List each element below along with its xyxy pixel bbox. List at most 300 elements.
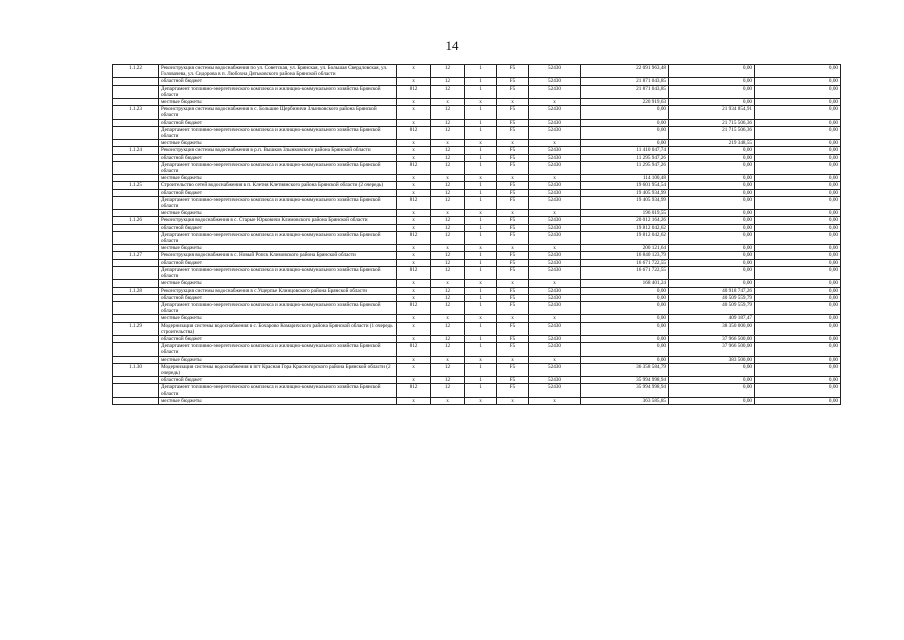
row-expense-code: 52430	[529, 252, 581, 259]
row-expense-code: x	[529, 356, 581, 363]
row-agency-code: x	[397, 280, 431, 287]
row-section-code: 12	[431, 161, 465, 174]
table-row	[113, 106, 841, 119]
row-program-code: F5	[497, 154, 529, 161]
row-subsection-code: x	[465, 99, 497, 106]
row-subsection-code: 1	[465, 335, 497, 342]
row-program-code: F5	[497, 189, 529, 196]
table-row	[113, 356, 841, 363]
row-subsection-code: 1	[465, 154, 497, 161]
row-amount-year-1: 19 405 934,99	[581, 196, 669, 209]
row-subsection-code: x	[465, 245, 497, 252]
row-name: областной бюджет	[159, 224, 397, 231]
row-expense-code: 52430	[529, 106, 581, 119]
table-row	[113, 377, 841, 384]
row-name: Реконструкция системы водоснабжения в с. Большие Щербиничи Злынковского района Брянской области	[159, 106, 397, 119]
row-expense-code: 52430	[529, 217, 581, 224]
row-amount-year-2: 0,00	[669, 189, 755, 196]
row-amount-year-3: 0,00	[755, 182, 841, 189]
row-amount-year-3: 0,00	[755, 377, 841, 384]
row-agency-code: x	[397, 259, 431, 266]
row-amount-year-3: 0,00	[755, 65, 841, 78]
row-section-code: 12	[431, 259, 465, 266]
row-amount-year-1: 36 358 584,79	[581, 363, 669, 376]
row-agency-code: 812	[397, 384, 431, 397]
row-amount-year-2: 0,00	[669, 85, 755, 98]
row-expense-code: 52430	[529, 147, 581, 154]
row-section-code: 12	[431, 65, 465, 78]
row-agency-code: 812	[397, 126, 431, 139]
row-section-code: 12	[431, 287, 465, 294]
row-amount-year-3: 0,00	[755, 161, 841, 174]
row-subsection-code: 1	[465, 119, 497, 126]
row-code	[113, 224, 159, 231]
row-agency-code: x	[397, 217, 431, 224]
row-agency-code: 812	[397, 231, 431, 244]
row-section-code: x	[431, 175, 465, 182]
row-name: областной бюджет	[159, 119, 397, 126]
row-amount-year-2: 0,00	[669, 280, 755, 287]
row-amount-year-3: 0,00	[755, 259, 841, 266]
row-expense-code: 52430	[529, 196, 581, 209]
row-expense-code: 52430	[529, 301, 581, 314]
row-subsection-code: 1	[465, 252, 497, 259]
row-agency-code: x	[397, 245, 431, 252]
row-code	[113, 119, 159, 126]
row-agency-code: 812	[397, 343, 431, 356]
row-name: Модернизация системы водоснабжения в с. Бочарово Комаричского района Брянской области (1 очередь строительства)	[159, 322, 397, 335]
row-amount-year-2: 0,00	[669, 196, 755, 209]
table-row	[113, 147, 841, 154]
row-subsection-code: 1	[465, 259, 497, 266]
budget-table-container	[112, 64, 840, 405]
table-row	[113, 65, 841, 78]
row-name: Департамент топливно-энергетического комплекса и жилищно-коммунального хозяйства Брянской области	[159, 231, 397, 244]
row-name: Реконструкция водоснабжения в с. Старые Юрковичи Климовского района Брянской области	[159, 217, 397, 224]
row-program-code: x	[497, 280, 529, 287]
table-row	[113, 259, 841, 266]
row-amount-year-3: 0,00	[755, 356, 841, 363]
row-amount-year-2: 0,00	[669, 217, 755, 224]
row-amount-year-1: 0,00	[581, 294, 669, 301]
row-agency-code: 812	[397, 196, 431, 209]
table-row	[113, 85, 841, 98]
row-amount-year-2: 409 187,47	[669, 315, 755, 322]
row-expense-code: 52430	[529, 259, 581, 266]
row-program-code: F5	[497, 85, 529, 98]
row-subsection-code: x	[465, 397, 497, 404]
row-subsection-code: 1	[465, 363, 497, 376]
row-agency-code: x	[397, 315, 431, 322]
row-name: Департамент топливно-энергетического комплекса и жилищно-коммунального хозяйства Брянской области	[159, 126, 397, 139]
table-row	[113, 231, 841, 244]
row-amount-year-3: 0,00	[755, 217, 841, 224]
row-section-code: 12	[431, 322, 465, 335]
row-code	[113, 126, 159, 139]
row-subsection-code: 1	[465, 224, 497, 231]
row-amount-year-2: 38 350 000,00	[669, 322, 755, 335]
row-subsection-code: 1	[465, 78, 497, 85]
row-expense-code: 52430	[529, 384, 581, 397]
row-program-code: F5	[497, 343, 529, 356]
table-row	[113, 154, 841, 161]
row-amount-year-2: 0,00	[669, 154, 755, 161]
row-section-code: 12	[431, 78, 465, 85]
row-amount-year-3: 0,00	[755, 363, 841, 376]
row-amount-year-3: 0,00	[755, 343, 841, 356]
row-code	[113, 266, 159, 279]
row-name: областной бюджет	[159, 154, 397, 161]
row-amount-year-2: 0,00	[669, 78, 755, 85]
row-agency-code: 812	[397, 85, 431, 98]
row-name: Департамент топливно-энергетического комплекса и жилищно-коммунального хозяйства Брянской области	[159, 266, 397, 279]
row-program-code: x	[497, 99, 529, 106]
row-expense-code: 52430	[529, 182, 581, 189]
row-agency-code: x	[397, 397, 431, 404]
table-row	[113, 161, 841, 174]
row-agency-code: x	[397, 294, 431, 301]
row-name: местные бюджеты	[159, 140, 397, 147]
row-amount-year-2: 40 509 559,79	[669, 294, 755, 301]
row-amount-year-1: 0,00	[581, 335, 669, 342]
row-program-code: F5	[497, 78, 529, 85]
row-subsection-code: 1	[465, 65, 497, 78]
row-amount-year-3: 0,00	[755, 140, 841, 147]
row-expense-code: 52430	[529, 85, 581, 98]
table-row	[113, 252, 841, 259]
row-subsection-code: 1	[465, 189, 497, 196]
row-amount-year-2: 0,00	[669, 384, 755, 397]
row-amount-year-1: 11 295 947,26	[581, 154, 669, 161]
row-name: Департамент топливно-энергетического комплекса и жилищно-коммунального хозяйства Брянской области	[159, 384, 397, 397]
row-code: 1.1.29	[113, 322, 159, 335]
row-amount-year-3: 0,00	[755, 106, 841, 119]
row-name: Модернизация системы водоснабжения в пгт Красная Гора Красногорского района Брянской области (2 очередь)	[159, 363, 397, 376]
row-code: 1.1.25	[113, 182, 159, 189]
row-name: областной бюджет	[159, 189, 397, 196]
row-expense-code: 52430	[529, 224, 581, 231]
row-amount-year-1: 16 671 722,55	[581, 266, 669, 279]
row-section-code: 12	[431, 217, 465, 224]
row-program-code: F5	[497, 252, 529, 259]
row-subsection-code: x	[465, 280, 497, 287]
row-expense-code: 52430	[529, 126, 581, 139]
row-amount-year-3: 0,00	[755, 335, 841, 342]
row-code	[113, 343, 159, 356]
row-name: местные бюджеты	[159, 315, 397, 322]
row-expense-code: 52430	[529, 266, 581, 279]
row-program-code: x	[497, 397, 529, 404]
row-expense-code: x	[529, 245, 581, 252]
row-section-code: 12	[431, 266, 465, 279]
row-program-code: F5	[497, 301, 529, 314]
row-name: Департамент топливно-энергетического комплекса и жилищно-коммунального хозяйства Брянской области	[159, 161, 397, 174]
row-amount-year-1: 0,00	[581, 343, 669, 356]
table-row	[113, 210, 841, 217]
row-code	[113, 175, 159, 182]
row-name: Департамент топливно-энергетического комплекса и жилищно-коммунального хозяйства Брянской области	[159, 85, 397, 98]
row-amount-year-1: 16 671 722,55	[581, 259, 669, 266]
row-program-code: F5	[497, 182, 529, 189]
row-agency-code: x	[397, 252, 431, 259]
row-program-code: F5	[497, 65, 529, 78]
row-agency-code: 812	[397, 301, 431, 314]
row-amount-year-3: 0,00	[755, 189, 841, 196]
row-amount-year-1: 22 091 963,48	[581, 65, 669, 78]
row-code	[113, 161, 159, 174]
row-amount-year-1: 21 871 043,85	[581, 85, 669, 98]
row-amount-year-1: 11 295 947,26	[581, 161, 669, 174]
row-amount-year-3: 0,00	[755, 85, 841, 98]
row-name: областной бюджет	[159, 259, 397, 266]
row-subsection-code: 1	[465, 377, 497, 384]
row-agency-code: 812	[397, 161, 431, 174]
row-code	[113, 231, 159, 244]
row-program-code: F5	[497, 119, 529, 126]
row-section-code: x	[431, 280, 465, 287]
row-section-code: 12	[431, 106, 465, 119]
row-agency-code: x	[397, 182, 431, 189]
row-name: Реконструкция системы водоснабжения в с.Ущерпье Клинцовского района Брянской области	[159, 287, 397, 294]
row-amount-year-2: 21 715 506,36	[669, 126, 755, 139]
row-amount-year-1: 16 840 123,79	[581, 252, 669, 259]
row-program-code: x	[497, 140, 529, 147]
row-subsection-code: 1	[465, 217, 497, 224]
row-amount-year-3: 0,00	[755, 210, 841, 217]
row-subsection-code: 1	[465, 301, 497, 314]
table-row	[113, 189, 841, 196]
row-section-code: 12	[431, 377, 465, 384]
row-amount-year-2: 0,00	[669, 65, 755, 78]
table-row	[113, 182, 841, 189]
row-agency-code: x	[397, 322, 431, 335]
table-row	[113, 126, 841, 139]
row-amount-year-2: 0,00	[669, 99, 755, 106]
row-subsection-code: x	[465, 210, 497, 217]
row-name: местные бюджеты	[159, 397, 397, 404]
row-agency-code: x	[397, 175, 431, 182]
row-amount-year-3: 0,00	[755, 294, 841, 301]
row-program-code: F5	[497, 126, 529, 139]
row-program-code: F5	[497, 384, 529, 397]
row-section-code: 12	[431, 252, 465, 259]
row-subsection-code: 1	[465, 126, 497, 139]
row-code	[113, 196, 159, 209]
row-expense-code: 52430	[529, 154, 581, 161]
row-expense-code: 52430	[529, 287, 581, 294]
row-amount-year-3: 0,00	[755, 252, 841, 259]
row-section-code: x	[431, 245, 465, 252]
row-program-code: F5	[497, 147, 529, 154]
row-code	[113, 78, 159, 85]
row-name: местные бюджеты	[159, 245, 397, 252]
row-amount-year-2: 0,00	[669, 147, 755, 154]
row-code	[113, 245, 159, 252]
row-expense-code: x	[529, 175, 581, 182]
row-amount-year-2: 383 500,00	[669, 356, 755, 363]
row-section-code: 12	[431, 154, 465, 161]
row-amount-year-3: 0,00	[755, 231, 841, 244]
row-agency-code: x	[397, 147, 431, 154]
row-code	[113, 335, 159, 342]
table-row	[113, 384, 841, 397]
table-row	[113, 280, 841, 287]
row-expense-code: 52430	[529, 161, 581, 174]
row-name: областной бюджет	[159, 78, 397, 85]
row-amount-year-3: 0,00	[755, 196, 841, 209]
table-row	[113, 217, 841, 224]
row-amount-year-1: 19 812 042,62	[581, 224, 669, 231]
row-amount-year-1: 0,00	[581, 106, 669, 119]
row-amount-year-2: 21 715 506,36	[669, 119, 755, 126]
row-amount-year-1: 220 919,63	[581, 99, 669, 106]
row-amount-year-1: 0,00	[581, 140, 669, 147]
row-amount-year-1: 0,00	[581, 126, 669, 139]
table-row	[113, 99, 841, 106]
row-name: Департамент топливно-энергетического комплекса и жилищно-коммунального хозяйства Брянской области	[159, 343, 397, 356]
row-amount-year-1: 19 812 042,62	[581, 231, 669, 244]
row-subsection-code: x	[465, 356, 497, 363]
row-agency-code: x	[397, 210, 431, 217]
row-program-code: F5	[497, 259, 529, 266]
row-amount-year-1: 0,00	[581, 356, 669, 363]
row-amount-year-2: 0,00	[669, 161, 755, 174]
row-agency-code: x	[397, 119, 431, 126]
row-program-code: x	[497, 175, 529, 182]
row-amount-year-3: 0,00	[755, 147, 841, 154]
row-code	[113, 315, 159, 322]
row-amount-year-1: 0,00	[581, 301, 669, 314]
row-expense-code: 52430	[529, 343, 581, 356]
row-expense-code: 52430	[529, 363, 581, 376]
row-expense-code: x	[529, 140, 581, 147]
row-code	[113, 280, 159, 287]
row-subsection-code: 1	[465, 231, 497, 244]
row-code	[113, 301, 159, 314]
row-expense-code: 52430	[529, 65, 581, 78]
row-code	[113, 140, 159, 147]
row-code: 1.1.22	[113, 65, 159, 78]
row-section-code: 12	[431, 363, 465, 376]
table-row	[113, 224, 841, 231]
row-expense-code: 52430	[529, 377, 581, 384]
table-row	[113, 175, 841, 182]
row-amount-year-2: 0,00	[669, 231, 755, 244]
row-section-code: 12	[431, 126, 465, 139]
row-expense-code: 52430	[529, 189, 581, 196]
row-expense-code: 52430	[529, 294, 581, 301]
row-amount-year-2: 0,00	[669, 363, 755, 376]
table-row	[113, 335, 841, 342]
row-subsection-code: 1	[465, 147, 497, 154]
row-section-code: 12	[431, 294, 465, 301]
row-amount-year-2: 0,00	[669, 266, 755, 279]
row-amount-year-1: 11 410 047,74	[581, 147, 669, 154]
row-amount-year-2: 40 918 747,26	[669, 287, 755, 294]
row-amount-year-2: 0,00	[669, 245, 755, 252]
row-subsection-code: 1	[465, 182, 497, 189]
row-amount-year-1: 0,00	[581, 119, 669, 126]
table-row	[113, 343, 841, 356]
row-section-code: 12	[431, 335, 465, 342]
row-expense-code: 52430	[529, 322, 581, 335]
row-code	[113, 85, 159, 98]
table-row	[113, 119, 841, 126]
row-amount-year-2: 0,00	[669, 377, 755, 384]
row-amount-year-3: 0,00	[755, 175, 841, 182]
table-row	[113, 363, 841, 376]
row-subsection-code: 1	[465, 85, 497, 98]
row-section-code: x	[431, 140, 465, 147]
row-amount-year-1: 35 994 998,94	[581, 384, 669, 397]
row-code	[113, 377, 159, 384]
row-amount-year-1: 35 994 998,94	[581, 377, 669, 384]
row-amount-year-1: 19 601 954,54	[581, 182, 669, 189]
row-agency-code: x	[397, 363, 431, 376]
row-amount-year-1: 200 121,64	[581, 245, 669, 252]
row-program-code: F5	[497, 377, 529, 384]
row-amount-year-3: 0,00	[755, 245, 841, 252]
row-program-code: F5	[497, 322, 529, 335]
table-row	[113, 294, 841, 301]
row-section-code: x	[431, 397, 465, 404]
row-program-code: F5	[497, 161, 529, 174]
row-section-code: 12	[431, 231, 465, 244]
row-subsection-code: 1	[465, 294, 497, 301]
row-amount-year-1: 0,00	[581, 322, 669, 335]
row-amount-year-1: 20 012 164,26	[581, 217, 669, 224]
row-program-code: x	[497, 210, 529, 217]
row-code	[113, 189, 159, 196]
row-code: 1.1.24	[113, 147, 159, 154]
row-amount-year-3: 0,00	[755, 126, 841, 139]
row-amount-year-1: 114 100,48	[581, 175, 669, 182]
row-amount-year-1: 21 871 043,85	[581, 78, 669, 85]
row-program-code: x	[497, 245, 529, 252]
budget-table	[112, 64, 841, 405]
row-code	[113, 384, 159, 397]
table-row	[113, 315, 841, 322]
row-amount-year-3: 0,00	[755, 224, 841, 231]
row-name: Департамент топливно-энергетического комплекса и жилищно-коммунального хозяйства Брянской области	[159, 196, 397, 209]
table-row	[113, 287, 841, 294]
row-amount-year-3: 0,00	[755, 119, 841, 126]
row-name: Реконструкция системы водоснабжения по ул. Советская, ул. Брянская, ул. Большая Свердловская, ул. Головачева, ул. Сидорова в п. Любохна Дятьковского района Брянской области	[159, 65, 397, 78]
row-program-code: F5	[497, 266, 529, 279]
row-code	[113, 99, 159, 106]
table-row	[113, 78, 841, 85]
row-name: местные бюджеты	[159, 356, 397, 363]
row-name: местные бюджеты	[159, 175, 397, 182]
row-subsection-code: x	[465, 175, 497, 182]
row-amount-year-2: 0,00	[669, 224, 755, 231]
table-row	[113, 301, 841, 314]
row-amount-year-3: 0,00	[755, 301, 841, 314]
row-name: Строительство сетей водоснабжения в п. Клетня Клетнянского района Брянской области (2 очередь)	[159, 182, 397, 189]
row-amount-year-2: 37 966 500,00	[669, 343, 755, 356]
row-subsection-code: 1	[465, 322, 497, 335]
row-subsection-code: x	[465, 140, 497, 147]
row-expense-code: x	[529, 315, 581, 322]
row-subsection-code: 1	[465, 266, 497, 279]
row-amount-year-2: 40 509 559,79	[669, 301, 755, 314]
row-code: 1.1.23	[113, 106, 159, 119]
row-name: местные бюджеты	[159, 210, 397, 217]
row-amount-year-1: 0,00	[581, 287, 669, 294]
row-program-code: F5	[497, 294, 529, 301]
row-code	[113, 259, 159, 266]
row-code: 1.1.28	[113, 287, 159, 294]
